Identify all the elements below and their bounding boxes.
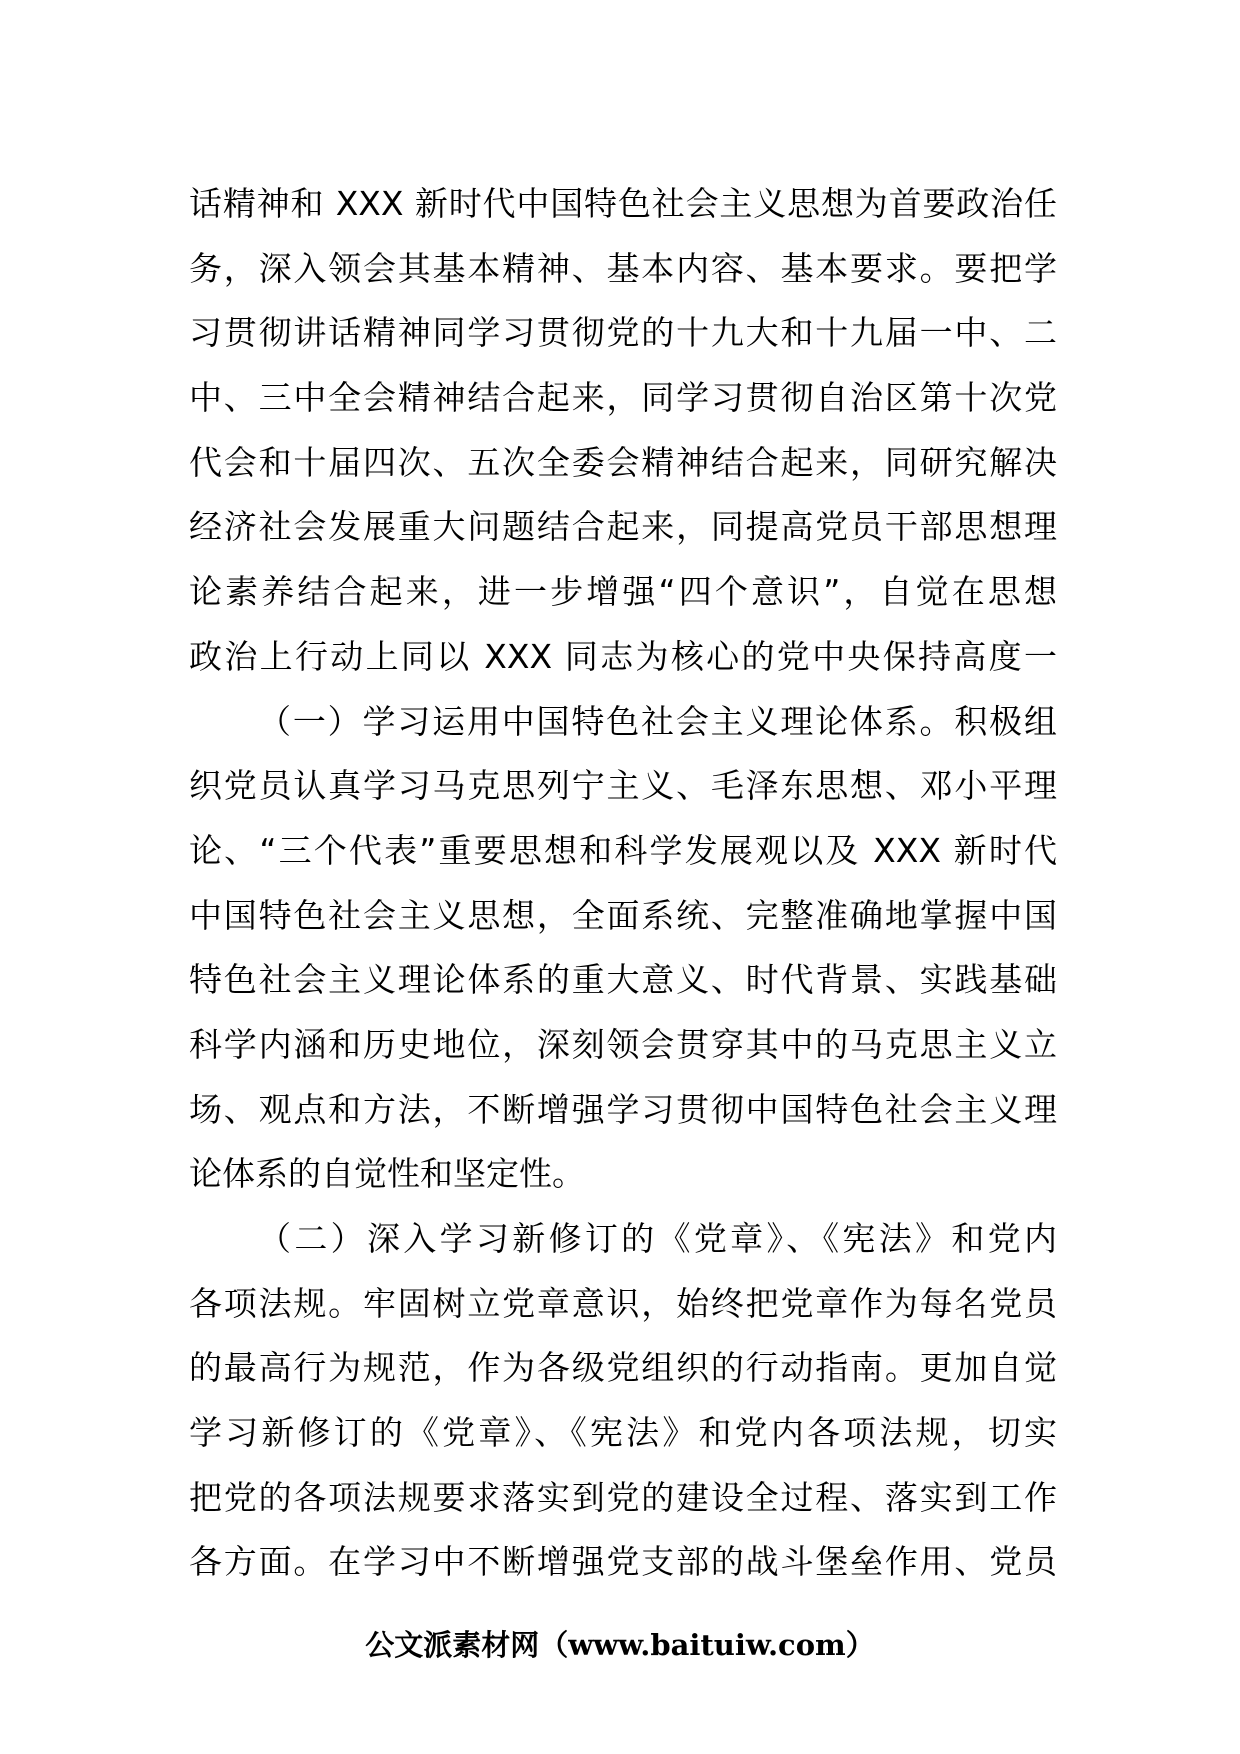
text-line: 中、三中全会精神结合起来，同学习贯彻自治区第十次党 (189, 378, 1057, 418)
text-line: 场、观点和方法，不断增强学习贯彻中国特色社会主义理 (189, 1089, 1057, 1129)
text-line: 特色社会主义理论体系的重大意义、时代背景、实践基础 (189, 960, 1057, 1000)
text-line: 政治上行动上同以 XXX 同志为核心的党中央保持高度一 (189, 636, 1057, 676)
text-line: 织党员认真学习马克思列宁主义、毛泽东思想、邓小平理 (189, 766, 1057, 806)
text-line: 各方面。在学习中不断增强党支部的战斗堡垒作用、党员 (189, 1542, 1057, 1582)
text-line: 科学内涵和历史地位，深刻领会贯穿其中的马克思主义立 (189, 1024, 1057, 1064)
paragraph-section-1 (189, 690, 1057, 1208)
text-line: 中国特色社会主义思想，全面系统、完整准确地掌握中国 (189, 895, 1057, 935)
section-heading-line: （一）学习运用中国特色社会主义理论体系。积极组 (258, 701, 1057, 741)
section-heading-line: （二）深入学习新修订的《党章》、《宪法》和党内 (258, 1219, 1057, 1258)
text-line: 各项法规。牢固树立党章意识，始终把党章作为每名党员 (189, 1283, 1057, 1323)
text-line: 务，深入领会其基本精神、基本内容、基本要求。要把学 (189, 248, 1057, 288)
text-line: 论、“三个代表”重要思想和科学发展观以及 XXX 新时代 (189, 830, 1057, 870)
text-line: 论体系的自觉性和坚定性。 (189, 1154, 585, 1194)
text-line: 习贯彻讲话精神同学习贯彻党的十九大和十九届一中、二 (189, 313, 1057, 353)
footer-watermark: 公文派素材网（www.baituiw.com） (365, 1628, 875, 1662)
text-line: 的最高行为规范，作为各级党组织的行动指南。更加自觉 (189, 1348, 1057, 1388)
text-line: 把党的各项法规要求落实到党的建设全过程、落实到工作 (189, 1477, 1057, 1517)
body-text (189, 172, 1057, 1595)
text-line: 经济社会发展重大问题结合起来，同提高党员干部思想理 (189, 507, 1057, 547)
text-line: 话精神和 XXX 新时代中国特色社会主义思想为首要政治任 (189, 184, 1057, 223)
text-line: 论素养结合起来，进一步增强“四个意识”，自觉在思想 (189, 572, 1057, 612)
paragraph-section-2 (189, 1207, 1057, 1595)
text-line: 代会和十届四次、五次全委会精神结合起来，同研究解决 (189, 442, 1057, 482)
paragraph-continued (189, 172, 1057, 690)
text-line: 学习新修订的《党章》、《宪法》和党内各项法规，切实 (189, 1413, 1057, 1453)
